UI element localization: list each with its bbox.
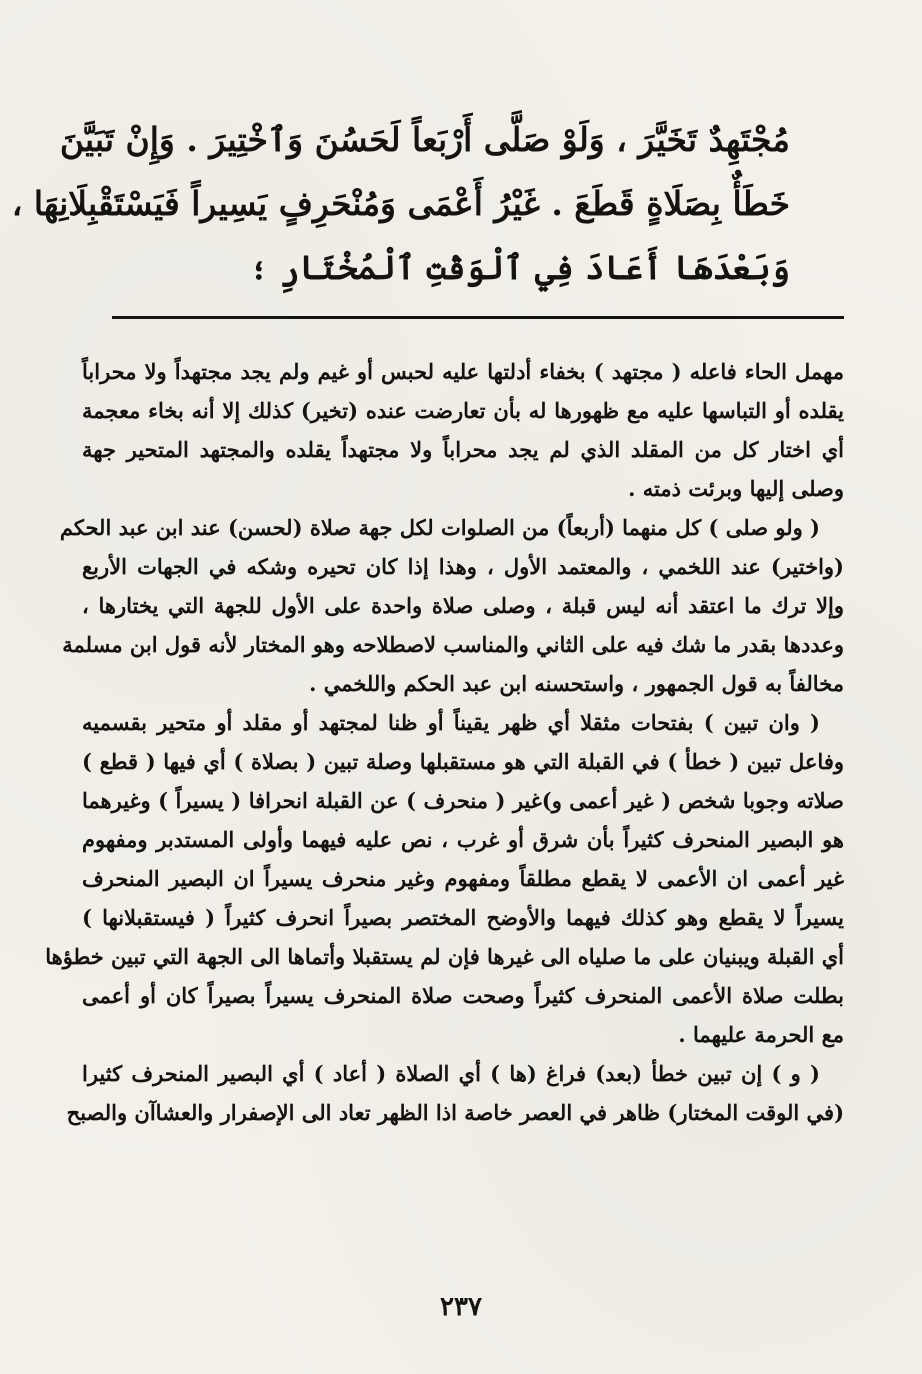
sharh-line: (واختير) عند اللخمي ، والمعتمد الأول ، وهذا إذا كان تحيره وشكه في الجهات الأربع: [82, 554, 844, 579]
sharh-line: مع الحرمة عليهما .: [678, 1022, 844, 1047]
sharh-line: صلاته وجوبا شخص ( غير أعمى و)غير ( منحرف ) عن القبلة انحرافا ( يسيراً ) وغيرهما: [82, 788, 844, 813]
matn-line: خَطَأٌ بِصَلَاةٍ قَطَعَ . غَيْرُ أَعْمَى وَمُنْحَرِفٍ يَسِيراً فَيَسْتَقْبِلَانِهَا ،: [11, 184, 790, 223]
sharh-commentary-block: [45, 352, 845, 1132]
sharh-line: وفاعل تبين ( خطأ ) في القبلة التي هو مستقبلها وصلة تبين ( بصلاة ) أي فيها ( قطع ): [82, 749, 845, 774]
sharh-line: وإلا ترك ما اعتقد أنه ليس قبلة ، وصلى صلاة واحدة على الأول للجهة التي يختارها ،: [82, 593, 844, 618]
page-number: ٢٣٧: [440, 1292, 482, 1322]
sharh-line: (في الوقت المختار) ظاهر في العصر خاصة اذا الظهر تعاد الى الإصفرار والعشاآن والصبح: [66, 1100, 844, 1125]
sharh-line: غير أعمى ان الأعمى لا يقطع مطلقاً ومفهوم وغير منحرف يسيراً ان البصير المنحرف: [82, 866, 844, 891]
matn-text-block: [11, 108, 790, 300]
separator-rule: [112, 316, 844, 319]
sharh-line: يسيراً لا يقطع وهو كذلك فيهما والأوضح المختصر بصيراً انحرف كثيراً ( فيستقبلانها ): [82, 905, 844, 930]
sharh-line: وصلى إليها وبرئت ذمته .: [628, 476, 844, 501]
sharh-line: أي القبلة ويبنيان على ما صلياه الى غيرها فإن لم يستقبلا وأتماها الى الجهة التي تبين خطؤها: [45, 944, 844, 969]
sharh-line: مهمل الحاء فاعله ( مجتهد ) بخفاء أدلتها عليه لحبس أو غيم ولم يجد مجتهداً ولا محراباً: [82, 359, 844, 384]
sharh-line: وعددها بقدر ما شك فيه على الثاني والمناسب لاصطلاحه وهو المختار لأنه قول ابن مسلمة: [62, 632, 844, 657]
sharh-line: هو البصير المنحرف كثيراً بأن شرق أو غرب ، نص عليه فيهما وأولى المستدبر ومفهوم: [82, 827, 844, 852]
matn-line: مُجْتَهِدٌ تَخَيَّرَ ، وَلَوْ صَلَّى أَرْبَعاً لَحَسُنَ وَٱخْتِيرَ . وَإِنْ تَبَيَّنَ: [59, 120, 790, 159]
sharh-line: ( ولو صلى ) كل منهما (أربعاً) من الصلوات لكل جهة صلاة (لحسن) عند ابن عبد الحكم: [59, 515, 820, 540]
sharh-line: يقلده أو التباسها عليه مع ظهورها له بأن تعارضت عنده (تخير) كذلك إلا أنه بخاء معجمة: [82, 398, 844, 423]
matn-line: وَبَعْدَهَا أَعَادَ فِي ٱلْوَقْتِ ٱلْمُخْتَارِ ؛: [249, 248, 790, 287]
sharh-line: مخالفاً به قول الجمهور ، واستحسنه ابن عبد الحكم واللخمي .: [309, 671, 844, 696]
sharh-line: ( و ) إن تبين خطأ (بعد) فراغ (ها ) أي الصلاة ( أعاد ) أي البصير المنحرف كثيرا: [82, 1061, 820, 1086]
sharh-line: أي اختار كل من المقلد الذي لم يجد محراباً ولا مجتهداً يقلده والمجتهد المتحير جهة: [82, 437, 844, 462]
sharh-line: بطلت صلاة الأعمى المنحرف كثيراً وصحت صلاة المنحرف يسيراً بصيراً كان أو أعمى: [82, 983, 844, 1008]
sharh-line: ( وان تبين ) بفتحات مثقلا أي ظهر يقيناً أو ظنا لمجتهد أو مقلد أو متحير بقسميه: [82, 710, 820, 735]
